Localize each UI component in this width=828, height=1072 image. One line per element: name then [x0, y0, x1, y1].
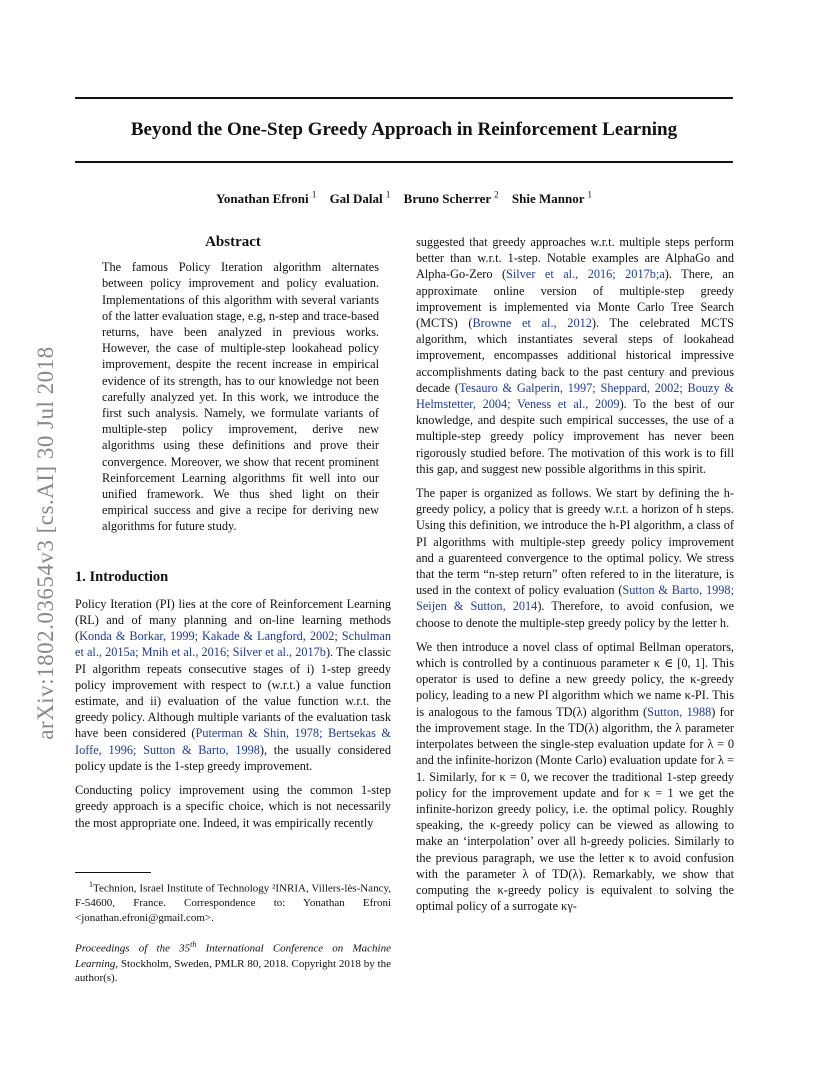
- introduction-heading: 1. Introduction: [75, 568, 169, 585]
- text-run: suggested that greedy approaches w.r.t. multiple steps perform better than w.r.t. 1-step. Notable examples are AlphaGo and Alpha-Go-Zero (: [416, 235, 734, 282]
- footnote-proceedings: [75, 938, 391, 986]
- citation-link[interactable]: Puterman & Shin, 1978; Bertsekas & Ioffe, 1996; Sutton & Barto, 1998: [75, 726, 391, 757]
- citation-link[interactable]: Sutton & Barto, 1998; Seijen & Sutton, 2014: [416, 583, 734, 614]
- author-affil: 1: [587, 190, 593, 200]
- author-name: Gal Dalal: [329, 191, 383, 207]
- text-run: ). Therefore, to avoid confusion, we choose to denote the multiple-step greedy policy by the letter h.: [416, 599, 735, 630]
- citation-link[interactable]: Browne et al., 2012: [472, 316, 592, 331]
- abstract-text: The famous Policy Iteration algorithm alternates between policy improvement and policy evaluation. Implementations of this algorithm with several variants of the latter evaluation stage, e.g, n-step and trace-based returns, have been analyzed in previous works. However, the case of multiple-step lookahead policy improvement, despite the recent increase in empirical evidence of its strength, has to our knowledge not been carefully analyzed yet. In this work, we introduce the first such analysis. Namely, we formulate variants of multiple-step policy improvement, derive new algorithms using these definitions and prove their convergence. Moreover, we show that recent prominent Reinforcement Learning algorithms fit well into our unified framework. We thus shed light on their empirical success and give a recipe for deriving new algorithms for future study.: [102, 260, 379, 534]
- text-run: ). To the best of our knowledge, and despite such empirical successes, the use of a multiple-step greedy policy improvement has never been rigorously studied before. The motivation of this work is to fill this gap, and suggest new possible algorithms in this spirit.: [416, 397, 734, 476]
- right-column: [416, 234, 734, 922]
- author: [330, 191, 391, 206]
- footnote-rule: [75, 872, 151, 873]
- author-name: Bruno Scherrer: [403, 191, 491, 207]
- left-column: [75, 234, 391, 839]
- proceedings-details: , Stockholm, Sweden, PMLR 80, 2018. Copyright 2018 by the author(s).: [75, 957, 391, 985]
- text-run: ). The classic PI algorithm repeats consecutive stages of i) 1-step greedy policy improvement with respect to (w.r.t.) a value function estimate, and ii) evaluation of the value function w.r.t. the greedy policy. Although multiple variants of the evaluation task have been considered (: [75, 645, 391, 741]
- footnote-affiliations: [75, 878, 391, 926]
- citation-link[interactable]: Silver et al., 2016; 2017b;a: [506, 267, 665, 282]
- intro-paragraph-2: Conducting policy improvement using the common 1-step greedy approach is a specific choice, which is not necessarily the most appropriate one. Indeed, it was empirically recently: [75, 783, 391, 830]
- citation-link[interactable]: Sutton, 1988: [647, 704, 712, 719]
- intro-paragraph-1: [75, 596, 391, 774]
- right-paragraph-1: [416, 234, 734, 477]
- author: [512, 191, 592, 206]
- footnote-mark: 1: [89, 880, 93, 889]
- right-paragraph-3: [416, 639, 734, 914]
- footnote-affiliations-text: Technion, Israel Institute of Technology ²INRIA, Villers-lès-Nancy, F-54600, France. Correspondence to: Yonathan Efroni <jonathan.efroni@gmail.com>.: [75, 882, 391, 925]
- author-list: [75, 190, 733, 207]
- title-rule-bottom: [75, 161, 733, 163]
- citation-link[interactable]: Konda & Borkar, 1999; Kakade & Langford, 2002; Schulman et al., 2015a; Mnih et al., 2016; Silver et al., 2017b: [75, 629, 391, 660]
- abstract-heading: Abstract: [205, 234, 261, 250]
- right-paragraph-2: [416, 485, 734, 631]
- text-run: ), the usually considered policy update is the 1-step greedy improvement.: [75, 742, 391, 773]
- author-affil: 1: [311, 190, 317, 200]
- ordinal-text: th: [190, 940, 197, 950]
- footnotes: [75, 872, 391, 986]
- author-affil: 2: [494, 190, 499, 200]
- proceedings-venue-b: International Conference on Machine Learning: [75, 942, 391, 970]
- author: [216, 191, 316, 206]
- text-run: The paper is organized as follows. We start by defining the h-greedy policy, a policy that is greedy w.r.t. a horizon of h steps. Using this definition, we introduce the h-PI algorithm, a class of PI algorithms with multiple-step greedy policy improvement and a guarenteed convergence to the optimal policy. We stress that the term “n-step return” often refered to in the literature, is used in the context of policy evaluation (: [416, 486, 734, 598]
- paper-title: Beyond the One-Step Greedy Approach in Reinforcement Learning: [130, 119, 678, 140]
- author: [404, 191, 499, 206]
- proceedings-venue-a: Proceedings of the 35: [75, 942, 191, 955]
- title-rule-top: [75, 97, 733, 99]
- author-name: Yonathan Efroni: [215, 191, 309, 207]
- author-affil: 1: [385, 190, 391, 200]
- arxiv-stamp: arXiv:1802.03654v3 [cs.AI] 30 Jul 2018: [33, 346, 58, 740]
- text-run: ). The celebrated MCTS algorithm, which instantiates several steps of lookahead improvement, encompasses additional historical impressive accomplishments dating back to the past century and previous decade (: [416, 316, 734, 395]
- citation-link[interactable]: Tesauro & Galperin, 1997; Sheppard, 2002; Bouzy & Helmstetter, 2004; Veness et al., 2009: [416, 380, 734, 412]
- text-run: ) for the improvement stage. In the TD(λ) algorithm, the λ parameter interpolates between the single-step evaluation update for λ = 0 and the infinite-horizon (Monte Carlo) evaluation update for λ = 1. Similarly, for κ = 0, we recover the traditional 1-step greedy policy for the improvement update and for κ = 1 we get the infinite-horizon greedy policy, i.e. the optimal policy. Roughly speaking, the κ-greedy policy can be viewed as allowing to make an ‘interpolation’ over all h-greedy policies. Similarly to the previous paragraph, we use the letter κ to avoid confusion with the parameter λ of TD(λ). Remarkably, we show that computing the κ-greedy policy is equivalent to solving the optimal policy of a surrogate κγ-: [416, 704, 734, 914]
- author-name: Shie Mannor: [511, 191, 585, 207]
- text-run: We then introduce a novel class of optimal Bellman operators, which is controlled by a continuous parameter κ ∈ [0, 1]. This operator is used to define a new greedy policy, the κ-greedy policy, leading to a new PI algorithm which we name κ-PI. This is analogous to the famous TD(λ) algorithm (: [416, 639, 734, 719]
- text-run: Policy Iteration (PI) lies at the core of Reinforcement Learning (RL) and of many planning and on-line learning methods (: [75, 596, 391, 644]
- text-run: ). There, an approximate online version of multiple-step greedy improvement is implemented via Monte Carlo Tree Search (MCTS) (: [416, 267, 734, 331]
